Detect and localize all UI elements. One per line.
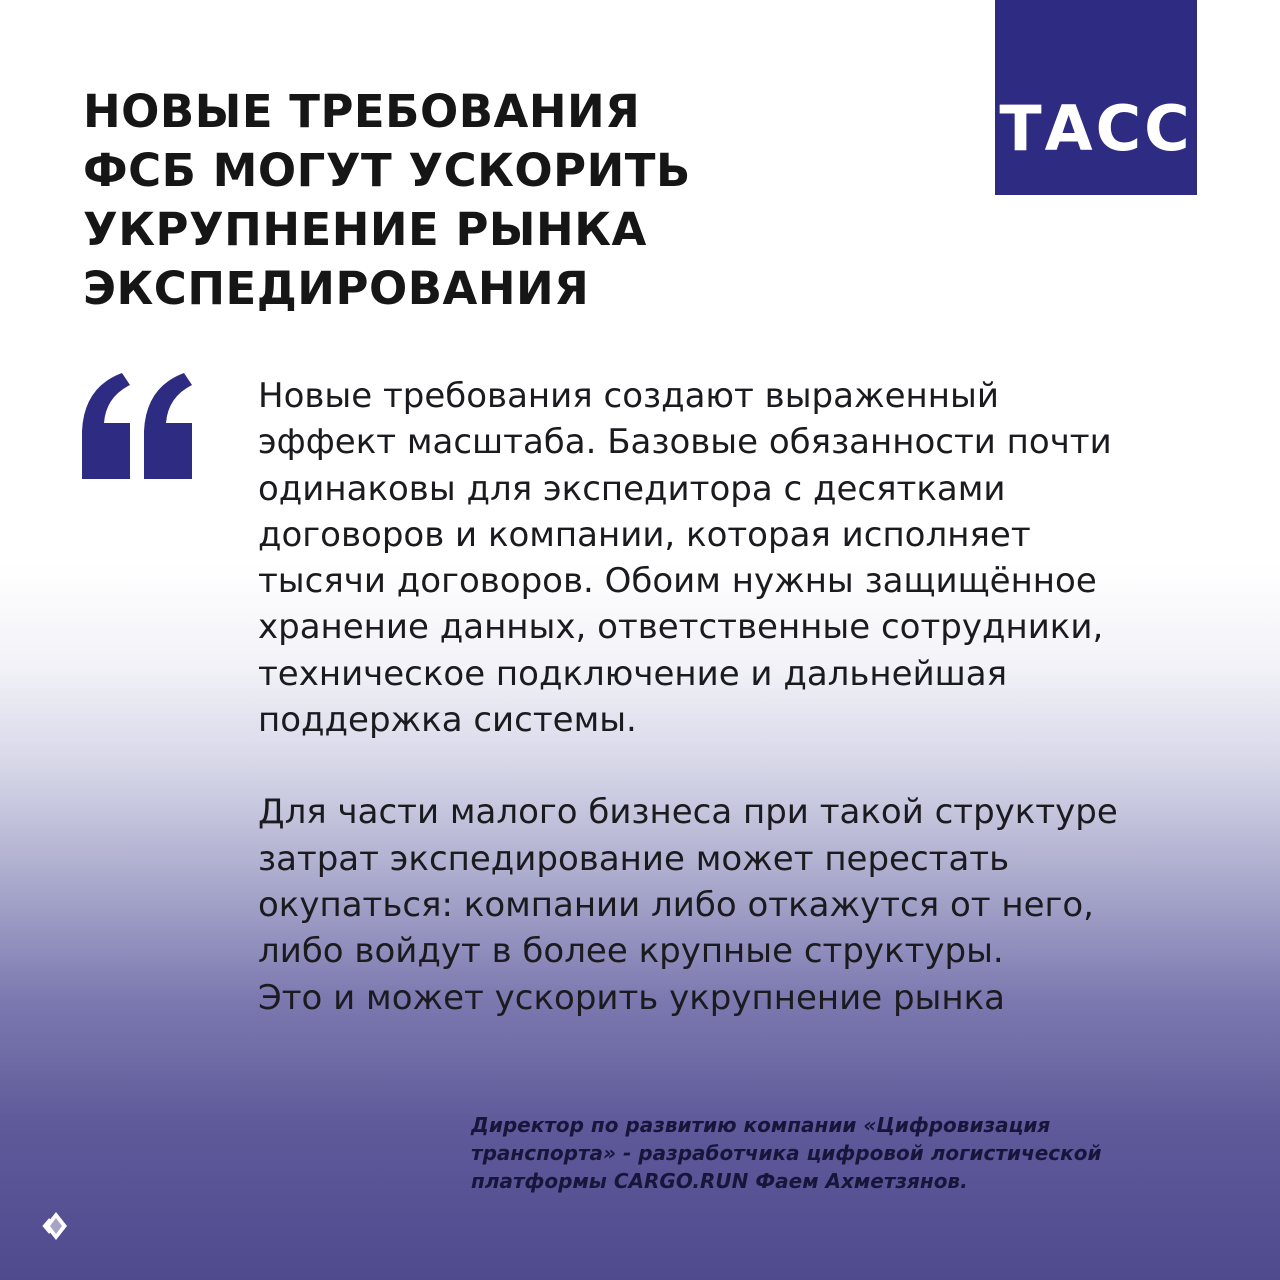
quote-line: затрат экспедирование может перестать <box>258 838 1010 879</box>
attribution-line: транспорта» - разработчика цифровой логистической <box>471 1141 1102 1165</box>
quote-line: договоров и компании, которая исполняет <box>258 514 1031 555</box>
headline-line: ФСБ МОГУТ УСКОРИТЬ <box>83 144 691 197</box>
tass-logo <box>995 0 1197 195</box>
quote-paragraph <box>258 789 1238 1020</box>
quote-line: поддержка системы. <box>258 700 637 741</box>
quote-line: Новые требования создают выраженный <box>258 376 999 416</box>
quote-line: либо войдут в более крупные структуры. <box>258 931 1004 972</box>
attribution-line: платформы CARGO.RUN Фаем Ахметзянов. <box>471 1169 968 1193</box>
quote-line: Это и может ускорить укрупнение рынка <box>258 977 1005 1018</box>
headline <box>83 82 783 318</box>
quote-line: окупаться: компании либо откажутся от него, <box>258 884 1094 925</box>
brand-diamond-icon <box>40 1210 72 1242</box>
attribution <box>471 1111 1231 1195</box>
quote-open-icon <box>82 373 194 479</box>
headline-line: НОВЫЕ ТРЕБОВАНИЯ <box>83 85 641 138</box>
quote-line: хранение данных, ответственные сотрудники, <box>258 607 1104 648</box>
tass-logo-text: ТАСС <box>999 92 1193 165</box>
quote-line: одинаковы для экспедитора с десятками <box>258 468 1006 509</box>
quote-line: техническое подключение и дальнейшая <box>258 653 1008 694</box>
headline-line: ЭКСПЕДИРОВАНИЯ <box>83 262 590 315</box>
quote-line: Для части малого бизнеса при такой структуре <box>258 792 1118 833</box>
quote-line: эффект масштаба. Базовые обязанности почти <box>258 422 1112 463</box>
quote-text <box>258 373 1238 1021</box>
headline-line: УКРУПНЕНИЕ РЫНКА <box>83 203 647 256</box>
quote-paragraph <box>258 373 1238 743</box>
quote-line: тысячи договоров. Обоим нужны защищённое <box>258 561 1097 602</box>
attribution-line: Директор по развитию компании «Цифровизация <box>471 1113 1051 1137</box>
